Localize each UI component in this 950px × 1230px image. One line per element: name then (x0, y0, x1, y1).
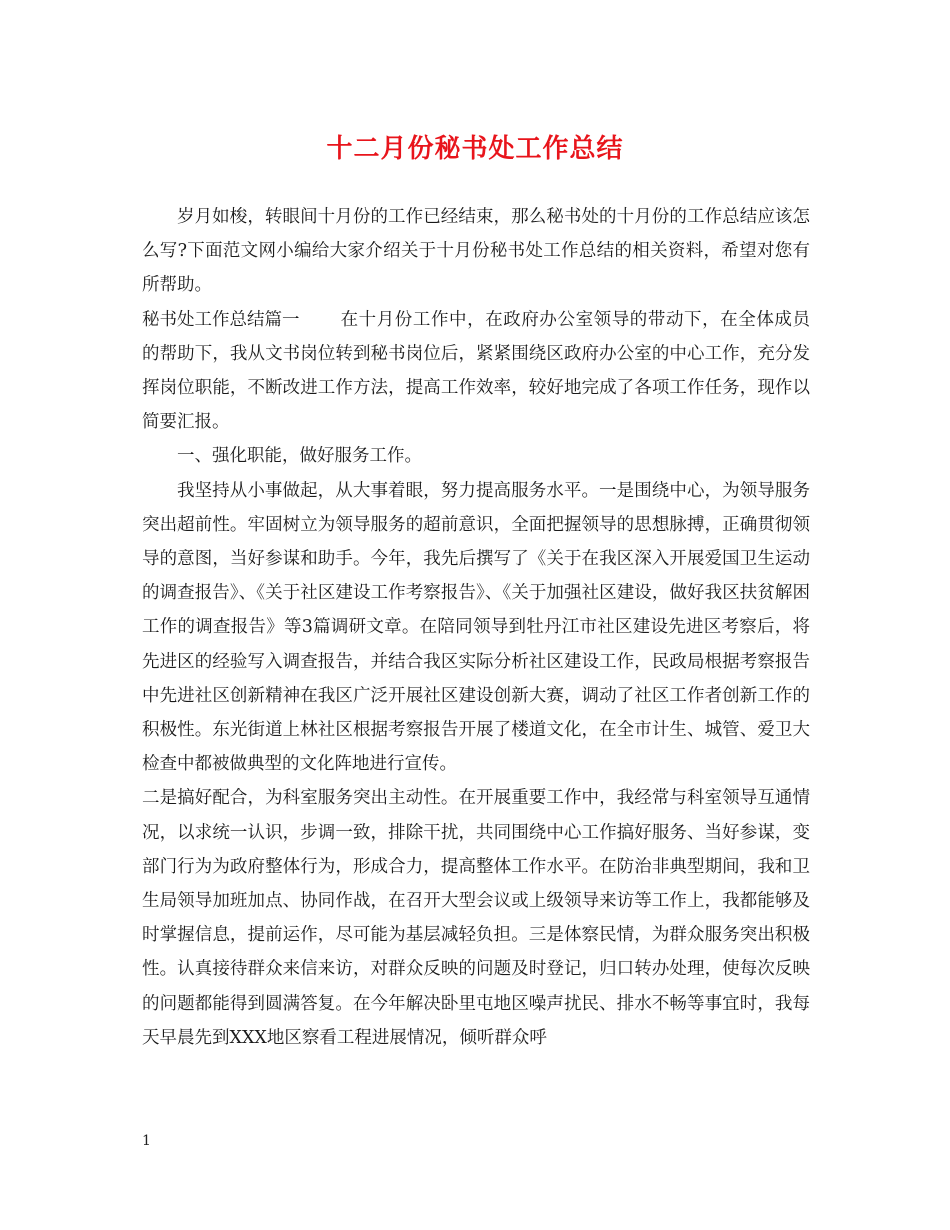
subheading: 一、强化职能，做好服务工作。 (177, 446, 422, 467)
paragraph-2: 二是搞好配合，为科室服务突出主动性。在开展重要工作中，我经常与科室领导互通情况，以求统一认识，步调一致，排除干扰，共同围绕中心工作搞好服务、当好参谋，变部门行为为政府整体行为，形成合力，提高整体工作水平。在防治非典型期间，我和卫生局领导加班加点、协同作战，在召开大型会议或上级领导来访等工作上，我都能够及时掌握信息，提前运作，尽可能为基层减轻负担。三是体察民情，为群众服务突出积极性。认真接待群众来信来访，对群众反映的问题及时登记，归口转办处理，使每次反映的问题都能得到圆满答复。在今年解决卧里屯地区噪声扰民、排水不畅等事宜时，我每天早晨先到XXX地区察看工程进展情况，倾听群众呼 (142, 788, 810, 1048)
document-body (142, 200, 810, 1055)
paragraph-1: 我坚持从小事做起，从大事着眼，努力提高服务水平。一是围绕中心，为领导服务突出超前性。牢固树立为领导服务的超前意识，全面把握领导的思想脉搏，正确贯彻领导的意图，当好参谋和助手。今年，我先后撰写了《关于在我区深入开展爱国卫生运动的调查报告》、《关于社区建设工作考察报告》、《关于加强社区建设，做好我区扶贫解困工作的调查报告》等3篇调研文章。在陪同领导到牡丹江市社区建设先进区考察后，将先进区的经验写入调查报告，并结合我区实际分析社区建设工作，民政局根据考察报告中先进社区创新精神在我区广泛开展社区建设创新大赛，调动了社区工作者创新工作的积极性。东光街道上林社区根据考察报告开展了楼道文化，在全市计生、城管、爱卫大检查中都被做典型的文化阵地进行宣传。 (142, 480, 810, 775)
section-paragraph (142, 303, 810, 440)
section-heading: 秘书处工作总结篇一 (142, 309, 300, 330)
page-number: 1 (142, 1133, 151, 1149)
section-text: 在十月份工作中，在政府办公室领导的带动下，在全体成员的帮助下，我从文书岗位转到秘书岗位后，紧紧围绕区政府办公室的中心工作，充分发挥岗位职能，不断改进工作方法，提高工作效率，较好地完成了各项工作任务，现作以简要汇报。 (142, 309, 810, 433)
document-title: 十二月份秘书处工作总结 (326, 134, 624, 164)
intro-paragraph: 岁月如梭，转眼间十月份的工作已经结束，那么秘书处的十月份的工作总结应该怎么写?下面范文网小编给大家介绍关于十月份秘书处工作总结的相关资料，希望对您有所帮助。 (142, 207, 810, 296)
